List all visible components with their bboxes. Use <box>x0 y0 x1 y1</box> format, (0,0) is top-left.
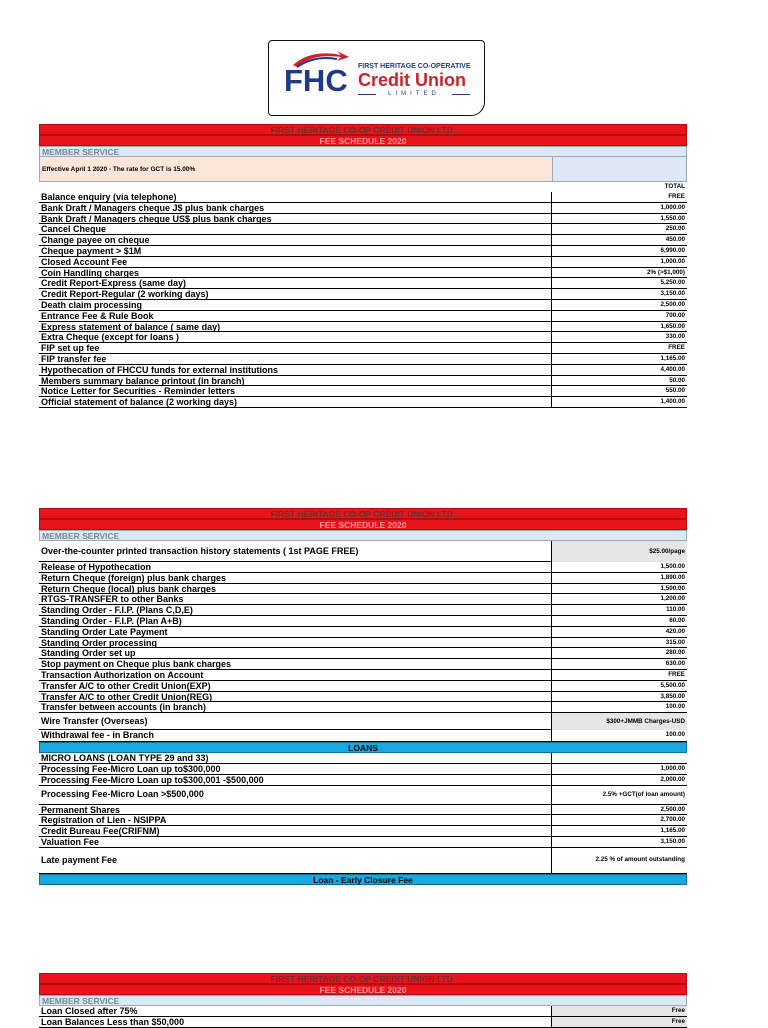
fee-label: Transaction Authorization on Account <box>39 670 552 680</box>
table-row <box>39 730 687 742</box>
fee-label: Cheque payment > $1M <box>39 246 552 256</box>
fee-label: Standing Order set up <box>39 648 552 658</box>
table-row <box>39 638 687 649</box>
fee-label: Processing Fee-Micro Loan up to$300,000 <box>39 764 552 774</box>
fee-label: Hypothecation of FHCCU funds for external institutions <box>39 365 552 375</box>
note-value-cell <box>553 157 686 181</box>
fee-value: 3,850.00 <box>660 692 685 700</box>
fee-label: Valuation Fee <box>39 837 552 847</box>
fee-value: FREE <box>668 670 685 678</box>
fee-value: 630.00 <box>665 660 685 668</box>
fee-value: 5,250.00 <box>660 279 685 287</box>
fee-value: 1,890.00 <box>660 573 685 581</box>
fee-value: 100.00 <box>665 703 685 711</box>
fee-value: 450.00 <box>665 236 685 244</box>
fee-label: Wire Transfer (Overseas) <box>39 713 552 730</box>
table-subtitle: FEE SCHEDULE 2020 <box>39 519 687 530</box>
fee-value: 1,000.00 <box>660 257 685 265</box>
table-row <box>39 1006 687 1017</box>
table-row <box>39 805 687 816</box>
table-row <box>39 332 687 343</box>
table-row <box>39 648 687 659</box>
fee-label: Death claim processing <box>39 300 552 310</box>
fee-value: 420.00 <box>665 627 685 635</box>
fee-value: 6,990.00 <box>660 246 685 254</box>
fee-label: Credit Report-Regular (2 working days) <box>39 289 552 299</box>
table-row <box>39 235 687 246</box>
fee-value: 1,500.00 <box>660 584 685 592</box>
total-row <box>39 182 687 192</box>
fee-value: 2,000.00 <box>660 775 685 783</box>
fee-value: 60.00 <box>669 616 685 624</box>
table-row <box>39 322 687 333</box>
fee-label: Balance enquiry (via telephone) <box>39 192 552 202</box>
table-row <box>39 775 687 786</box>
fee-label: Credit Report-Express (same day) <box>39 278 552 288</box>
table-row <box>39 764 687 775</box>
fee-list-2 <box>39 562 687 713</box>
table-row <box>39 365 687 376</box>
fee-label: Change payee on cheque <box>39 235 552 245</box>
table-row <box>39 605 687 616</box>
table-row <box>39 541 687 562</box>
fee-label: Stop payment on Cheque plus bank charges <box>39 659 552 669</box>
table-row <box>39 562 687 573</box>
fee-value: 1,550.00 <box>660 214 685 222</box>
fee-value: 1,000.00 <box>660 203 685 211</box>
table-row <box>39 386 687 397</box>
fee-label: FIP set up fee <box>39 343 552 353</box>
fee-label: Return Cheque (local) plus bank charges <box>39 584 552 594</box>
fee-value: 1,000.00 <box>660 764 685 772</box>
fee-label: Bank Draft / Managers cheque US$ plus bank charges <box>39 214 552 224</box>
table-row <box>39 354 687 365</box>
fee-value: 250.00 <box>665 225 685 233</box>
fee-label: Official statement of balance (2 working days) <box>39 397 552 407</box>
table-row <box>39 848 687 874</box>
fee-value: 280.00 <box>665 649 685 657</box>
logo-mark: FHC <box>284 63 348 98</box>
table-row <box>39 268 687 279</box>
table-row <box>39 300 687 311</box>
table-row <box>39 670 687 681</box>
table-row <box>39 815 687 826</box>
fee-label: Withdrawal fee - in Branch <box>39 730 552 741</box>
table-title: FIRST HERITAGE CO-OP CREDIT UNION LTD. <box>39 508 687 519</box>
fee-value: 2,700.00 <box>660 816 685 824</box>
table-row <box>39 786 687 805</box>
fee-label: Over-the-counter printed transaction history statements ( 1st PAGE FREE) <box>39 541 552 562</box>
fee-value: 2.25 % of amount outstanding <box>595 856 685 864</box>
fee-list-1 <box>39 192 687 408</box>
fee-value: 110.00 <box>666 606 685 614</box>
fee-label: Transfer A/C to other Credit Union(REG) <box>39 692 552 702</box>
fee-label: Notice Letter for Securities - Reminder letters <box>39 386 552 396</box>
table-row <box>39 826 687 837</box>
gct-note-row <box>39 157 687 182</box>
table-row <box>39 224 687 235</box>
fee-value: 2.5% +GCT(of loan amount) <box>602 791 685 799</box>
fee-label: Members summary balance printout (in branch) <box>39 376 552 386</box>
fee-label: Bank Draft / Managers cheque J$ plus bank charges <box>39 203 552 213</box>
table-row <box>39 584 687 595</box>
table-row <box>39 659 687 670</box>
logo-line2: Credit Union <box>358 70 466 90</box>
fee-value: 2,500.00 <box>660 805 685 813</box>
table-row <box>39 837 687 848</box>
table-row <box>39 192 687 203</box>
table-row <box>39 246 687 257</box>
table-row <box>39 616 687 627</box>
fee-value: Free <box>552 1006 687 1016</box>
fee-value: 700.00 <box>665 311 685 319</box>
fee-label: Registration of Lien - NSIPPA <box>39 815 552 825</box>
fee-label: Standing Order Late Payment <box>39 627 552 637</box>
fee-value: $300+JMMB Charges-USD <box>552 713 687 730</box>
table-row <box>39 343 687 354</box>
fee-value: 315.00 <box>665 638 685 646</box>
logo-line3: LIMITED <box>358 91 470 97</box>
blank-cell <box>39 182 552 192</box>
fee-value: 1,500.00 <box>660 563 685 570</box>
fee-label: Entrance Fee & Rule Book <box>39 311 552 321</box>
fee-value: Free <box>552 1017 687 1027</box>
fee-table-1 <box>39 124 687 408</box>
fee-label: Transfer between accounts (in branch) <box>39 702 552 712</box>
fee-label: Loan Balances Less than $50,000 <box>39 1017 552 1027</box>
loan-list-2 <box>39 805 687 848</box>
table-row <box>39 681 687 692</box>
fee-label: Standing Order - F.I.P. (Plans C,D,E) <box>39 605 552 615</box>
member-service-label: MEMBER SERVICE <box>39 146 687 157</box>
table-row <box>39 257 687 268</box>
early-closure-header: Loan - Early Closure Fee <box>39 874 687 885</box>
table-row <box>39 594 687 605</box>
table-subtitle: FEE SCHEDULE 2020 <box>39 135 687 146</box>
fee-label: Cancel Cheque <box>39 224 552 234</box>
fee-label: Standing Order processing <box>39 638 552 648</box>
fee-value: 5,500.00 <box>660 681 685 689</box>
fee-value: 1,400.00 <box>660 398 685 406</box>
fee-label: Release of Hypothecation <box>39 562 552 572</box>
fee-value: 3,150.00 <box>660 290 685 298</box>
table-row <box>39 214 687 225</box>
table-row <box>39 753 687 764</box>
fee-value: 330.00 <box>665 333 685 341</box>
fee-value: 100.00 <box>665 731 685 739</box>
fee-label: Extra Cheque (except for loans ) <box>39 332 552 342</box>
fee-label: Loan Closed after 75% <box>39 1006 552 1016</box>
table-row <box>39 376 687 387</box>
fee-value: 50.00 <box>669 376 685 384</box>
fee-label: FIP transfer fee <box>39 354 552 364</box>
logo-line1: FIRST HERITAGE CO-OPERATIVE <box>358 63 471 70</box>
fee-label: Transfer A/C to other Credit Union(EXP) <box>39 681 552 691</box>
table-subtitle: FEE SCHEDULE 2020 <box>39 984 687 995</box>
table-row <box>39 1017 687 1028</box>
fee-table-2 <box>39 508 687 885</box>
fee-label: Standing Order - F.I.P. (Plan A+B) <box>39 616 552 626</box>
fee-label: Processing Fee-Micro Loan >$500,000 <box>39 785 552 804</box>
fhc-logo <box>268 40 485 116</box>
fee-label: Credit Bureau Fee(CRIFNM) <box>39 826 552 836</box>
table-title: FIRST HERITAGE CO-OP CREDIT UNION LTD. <box>39 124 687 135</box>
fee-value: 1,200.00 <box>660 595 685 603</box>
fee-value: FREE <box>668 193 685 200</box>
fee-label: Permanent Shares <box>39 805 552 815</box>
blank-cell <box>552 753 687 763</box>
fee-value: $25.00/page <box>552 541 687 562</box>
fee-label: Closed Account Fee <box>39 257 552 267</box>
table-row <box>39 397 687 408</box>
table-row <box>39 702 687 713</box>
fee-value: 1,165.00 <box>660 354 685 362</box>
table-row <box>39 573 687 584</box>
fee-label: Processing Fee-Micro Loan up to$300,001 -$500,000 <box>39 775 552 785</box>
table-row <box>39 311 687 322</box>
fee-label: Return Cheque (foreign) plus bank charges <box>39 573 552 583</box>
fee-label: RTGS-TRANSFER to other Banks <box>39 594 552 604</box>
table-row <box>39 627 687 638</box>
member-service-label: MEMBER SERVICE <box>39 530 687 541</box>
table-row <box>39 692 687 703</box>
fee-value: 2% (>$1,000) <box>647 268 685 276</box>
member-service-label: MEMBER SERVICE <box>39 995 687 1006</box>
fee-value: 1,165.00 <box>660 827 685 835</box>
table-row <box>39 203 687 214</box>
total-label: TOTAL <box>664 183 685 190</box>
fee-value: 4,400.00 <box>660 365 685 373</box>
fee-value: 550.00 <box>665 387 685 395</box>
micro-loans-label: MICRO LOANS (LOAN TYPE 29 and 33) <box>39 753 552 763</box>
fee-label: Coin Handling charges <box>39 268 552 278</box>
loan-list <box>39 764 687 786</box>
fee-label: Late payment Fee <box>39 847 552 873</box>
table-title: FIRST HERITAGE CO-OP CREDIT UNION LTD. <box>39 973 687 984</box>
fee-value: 2,500.00 <box>660 300 685 308</box>
fee-value: FREE <box>668 344 685 352</box>
fee-table-3 <box>39 973 687 1028</box>
loans-header: LOANS <box>39 742 687 753</box>
fee-value: 3,150.00 <box>660 837 685 845</box>
fee-label: Express statement of balance ( same day) <box>39 322 552 332</box>
gct-note: Effective April 1 2020 - The rate for GCT is 15.00% <box>40 157 553 181</box>
fee-list-3 <box>39 1006 687 1028</box>
fee-value: 1,650.00 <box>660 322 685 330</box>
table-row <box>39 278 687 289</box>
table-row <box>39 713 687 730</box>
table-row <box>39 289 687 300</box>
